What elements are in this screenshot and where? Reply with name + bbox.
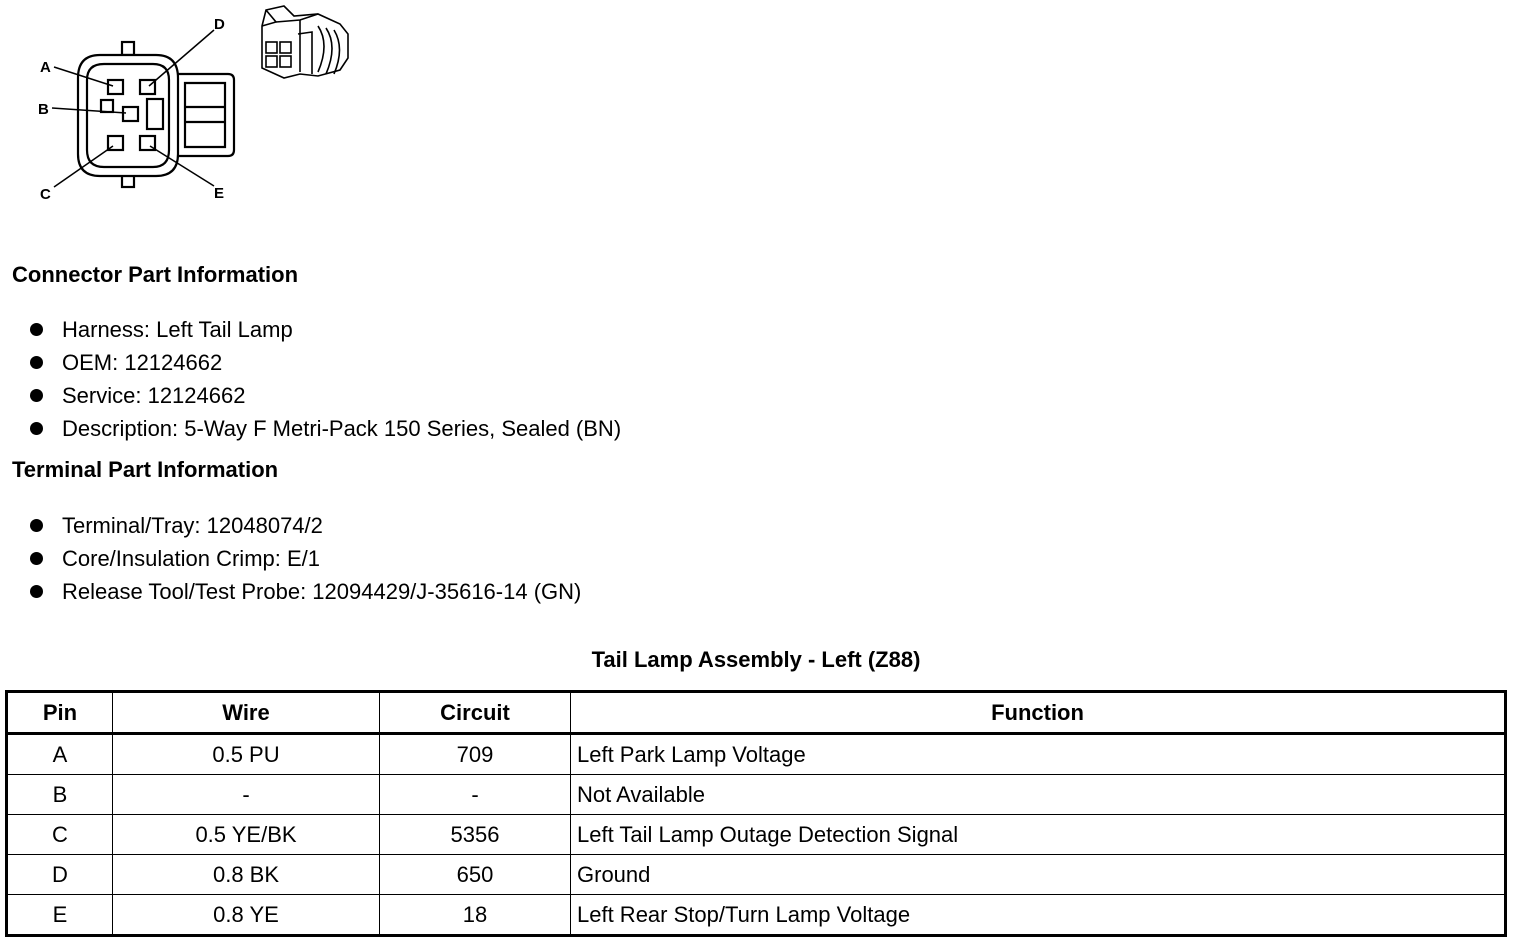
pin-label-e: E: [214, 185, 225, 202]
table-row: [7, 895, 1506, 936]
cell-circuit: 709: [380, 734, 571, 775]
table-row: [7, 775, 1506, 815]
connector-diagram: [0, 0, 380, 220]
cell-function: Ground: [571, 855, 1506, 895]
table-title: Tail Lamp Assembly - Left (Z88): [591, 647, 921, 672]
table-header-row: [7, 692, 1506, 734]
connector-info-list: [30, 313, 621, 445]
cell-pin: E: [7, 895, 113, 936]
cell-wire: 0.5 YE/BK: [113, 815, 380, 855]
list-item: Release Tool/Test Probe: 12094429/J-35616-14 (GN): [30, 575, 581, 608]
connector-info-heading: Connector Part Information: [12, 262, 299, 287]
table-row: [7, 815, 1506, 855]
cell-pin: B: [7, 775, 113, 815]
cell-function: Left Tail Lamp Outage Detection Signal: [571, 815, 1506, 855]
cell-function: Left Park Lamp Voltage: [571, 734, 1506, 775]
terminal-info-heading: Terminal Part Information: [12, 457, 279, 482]
pin-label-c: C: [40, 186, 51, 203]
cell-wire: 0.8 YE: [113, 895, 380, 936]
pin-label-b: B: [38, 101, 49, 118]
cell-wire: 0.8 BK: [113, 855, 380, 895]
cell-pin: A: [7, 734, 113, 775]
cell-pin: C: [7, 815, 113, 855]
terminal-info-list: [30, 509, 581, 608]
cell-function: Not Available: [571, 775, 1506, 815]
cell-wire: 0.5 PU: [113, 734, 380, 775]
pin-label-a: A: [40, 59, 51, 76]
list-item: OEM: 12124662: [30, 346, 621, 379]
table-row: [7, 734, 1506, 775]
cell-circuit: 650: [380, 855, 571, 895]
column-header-wire: Wire: [113, 692, 380, 734]
column-header-pin: Pin: [7, 692, 113, 734]
column-header-function: Function: [571, 692, 1506, 734]
list-item: Description: 5-Way F Metri-Pack 150 Series, Sealed (BN): [30, 412, 621, 445]
list-item: Service: 12124662: [30, 379, 621, 412]
list-item: Core/Insulation Crimp: E/1: [30, 542, 581, 575]
cell-circuit: -: [380, 775, 571, 815]
pinout-table: [5, 690, 1507, 937]
table-row: [7, 855, 1506, 895]
column-header-circuit: Circuit: [380, 692, 571, 734]
cell-pin: D: [7, 855, 113, 895]
cell-function: Left Rear Stop/Turn Lamp Voltage: [571, 895, 1506, 936]
pin-label-d: D: [214, 16, 225, 33]
list-item: Terminal/Tray: 12048074/2: [30, 509, 581, 542]
connector-iso-icon: [262, 6, 348, 78]
cell-circuit: 18: [380, 895, 571, 936]
cell-wire: -: [113, 775, 380, 815]
cell-circuit: 5356: [380, 815, 571, 855]
list-item: Harness: Left Tail Lamp: [30, 313, 621, 346]
